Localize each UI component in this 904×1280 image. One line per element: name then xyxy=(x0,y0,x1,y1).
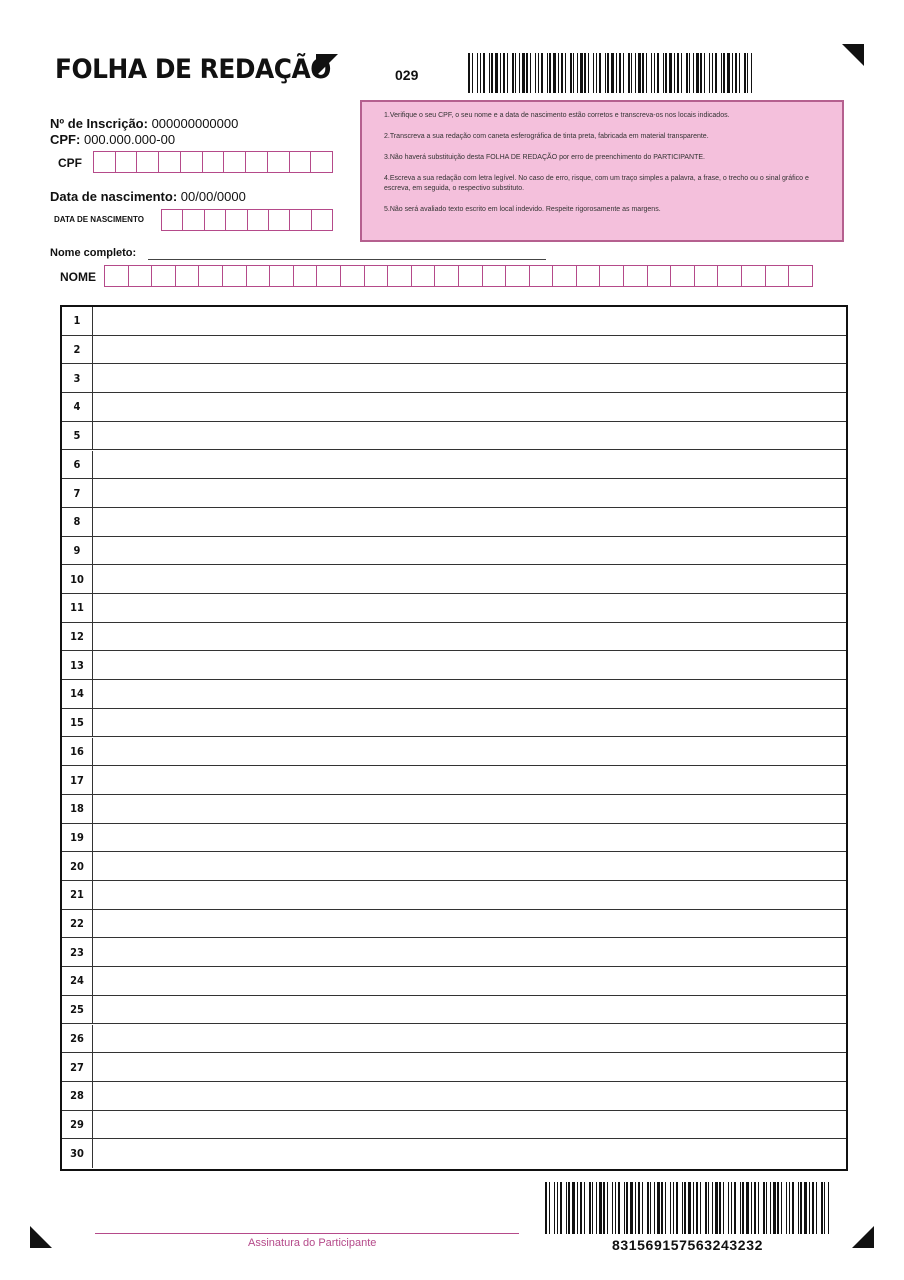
name-label: Nome completo: xyxy=(50,247,137,259)
signature-line[interactable] xyxy=(95,1233,519,1234)
line-number: 22 xyxy=(62,910,93,938)
writing-line[interactable] xyxy=(62,738,846,767)
line-number: 29 xyxy=(62,1111,93,1139)
line-number: 21 xyxy=(62,881,93,909)
writing-line[interactable] xyxy=(62,1082,846,1111)
writing-line[interactable] xyxy=(62,766,846,795)
writing-line[interactable] xyxy=(62,824,846,853)
page-title: FOLHA DE REDAÇÃO xyxy=(55,54,331,85)
barcode-top xyxy=(468,53,753,93)
writing-line[interactable] xyxy=(62,910,846,939)
birth-line xyxy=(50,189,246,204)
signature-label: Assinatura do Participante xyxy=(248,1237,377,1249)
writing-line[interactable] xyxy=(62,479,846,508)
writing-line[interactable] xyxy=(62,537,846,566)
line-number: 5 xyxy=(62,422,93,450)
line-number: 17 xyxy=(62,766,93,794)
line-number: 11 xyxy=(62,594,93,622)
line-number: 9 xyxy=(62,537,93,565)
cpf-label: CPF: xyxy=(50,132,81,147)
writing-area xyxy=(60,305,848,1171)
line-number: 15 xyxy=(62,709,93,737)
birth-value: 00/00/0000 xyxy=(180,189,246,204)
line-number: 25 xyxy=(62,996,93,1024)
writing-line[interactable] xyxy=(62,1025,846,1054)
name-box-label: NOME xyxy=(60,270,96,284)
line-number: 18 xyxy=(62,795,93,823)
writing-line[interactable] xyxy=(62,1139,846,1168)
writing-line[interactable] xyxy=(62,336,846,365)
line-number: 2 xyxy=(62,336,93,364)
line-number: 14 xyxy=(62,680,93,708)
writing-line[interactable] xyxy=(62,1111,846,1140)
writing-line[interactable] xyxy=(62,1053,846,1082)
sheet-code: 029 xyxy=(395,67,419,83)
birth-label: Data de nascimento: xyxy=(50,189,178,204)
writing-line[interactable] xyxy=(62,422,846,451)
inscricao-value: 000000000000 xyxy=(151,116,239,131)
writing-line[interactable] xyxy=(62,393,846,422)
writing-line[interactable] xyxy=(62,996,846,1025)
instruction-item: 2.Transcreva a sua redação com caneta esferográfica de tinta preta, fabricada em material transparente. xyxy=(384,133,709,140)
registration-mark xyxy=(316,54,338,76)
writing-line[interactable] xyxy=(62,364,846,393)
line-number: 24 xyxy=(62,967,93,995)
instructions-box xyxy=(360,100,844,242)
instruction-item: 5.Não será avaliado texto escrito em local indevido. Respeite rigorosamente as margens. xyxy=(384,206,661,213)
writing-line[interactable] xyxy=(62,651,846,680)
name-input-boxes[interactable] xyxy=(104,265,813,287)
cpf-line xyxy=(50,132,175,147)
line-number: 12 xyxy=(62,623,93,651)
line-number: 4 xyxy=(62,393,93,421)
registration-mark xyxy=(852,1226,874,1248)
instruction-item: 3.Não haverá substituição desta FOLHA DE REDAÇÃO por erro de preenchimento do PARTICIPANTE. xyxy=(384,154,705,161)
writing-line[interactable] xyxy=(62,709,846,738)
birth-input-boxes[interactable] xyxy=(161,209,333,231)
inscricao-label: Nº de Inscrição: xyxy=(50,116,148,131)
line-number: 8 xyxy=(62,508,93,536)
writing-line[interactable] xyxy=(62,508,846,537)
barcode-bottom xyxy=(545,1182,830,1234)
writing-line[interactable] xyxy=(62,680,846,709)
inscricao-line xyxy=(50,116,238,131)
writing-line[interactable] xyxy=(62,938,846,967)
instruction-item: 4.Escreva a sua redação com letra legível. No caso de erro, risque, com um traço simples a palavra, a frase, o trecho ou o sinal gráfico e escreva, em seguida, o respectivo substituto. xyxy=(384,175,809,192)
line-number: 7 xyxy=(62,479,93,507)
writing-line[interactable] xyxy=(62,967,846,996)
writing-line[interactable] xyxy=(62,623,846,652)
line-number: 20 xyxy=(62,852,93,880)
writing-line[interactable] xyxy=(62,795,846,824)
writing-line[interactable] xyxy=(62,565,846,594)
line-number: 28 xyxy=(62,1082,93,1110)
line-number: 3 xyxy=(62,364,93,392)
cpf-input-boxes[interactable] xyxy=(93,151,333,173)
line-number: 16 xyxy=(62,738,93,766)
writing-line[interactable] xyxy=(62,881,846,910)
registration-mark xyxy=(30,1226,52,1248)
cpf-value: 000.000.000-00 xyxy=(83,132,176,147)
name-write-line[interactable] xyxy=(148,259,546,260)
line-number: 1 xyxy=(62,307,93,335)
birth-box-label: DATA DE NASCIMENTO xyxy=(54,215,144,224)
line-number: 23 xyxy=(62,938,93,966)
writing-line[interactable] xyxy=(62,852,846,881)
instruction-item: 1.Verifique o seu CPF, o seu nome e a data de nascimento estão corretos e transcreva-os nos locais indicados. xyxy=(384,112,730,119)
barcode-number: 831569157563243232 xyxy=(612,1237,763,1253)
writing-line[interactable] xyxy=(62,307,846,336)
registration-mark xyxy=(842,44,864,66)
line-number: 6 xyxy=(62,451,93,479)
line-number: 27 xyxy=(62,1053,93,1081)
line-number: 19 xyxy=(62,824,93,852)
line-number: 10 xyxy=(62,565,93,593)
cpf-box-label: CPF xyxy=(58,156,82,170)
writing-line[interactable] xyxy=(62,594,846,623)
line-number: 30 xyxy=(62,1139,93,1168)
writing-line[interactable] xyxy=(62,451,846,480)
line-number: 13 xyxy=(62,651,93,679)
line-number: 26 xyxy=(62,1025,93,1053)
